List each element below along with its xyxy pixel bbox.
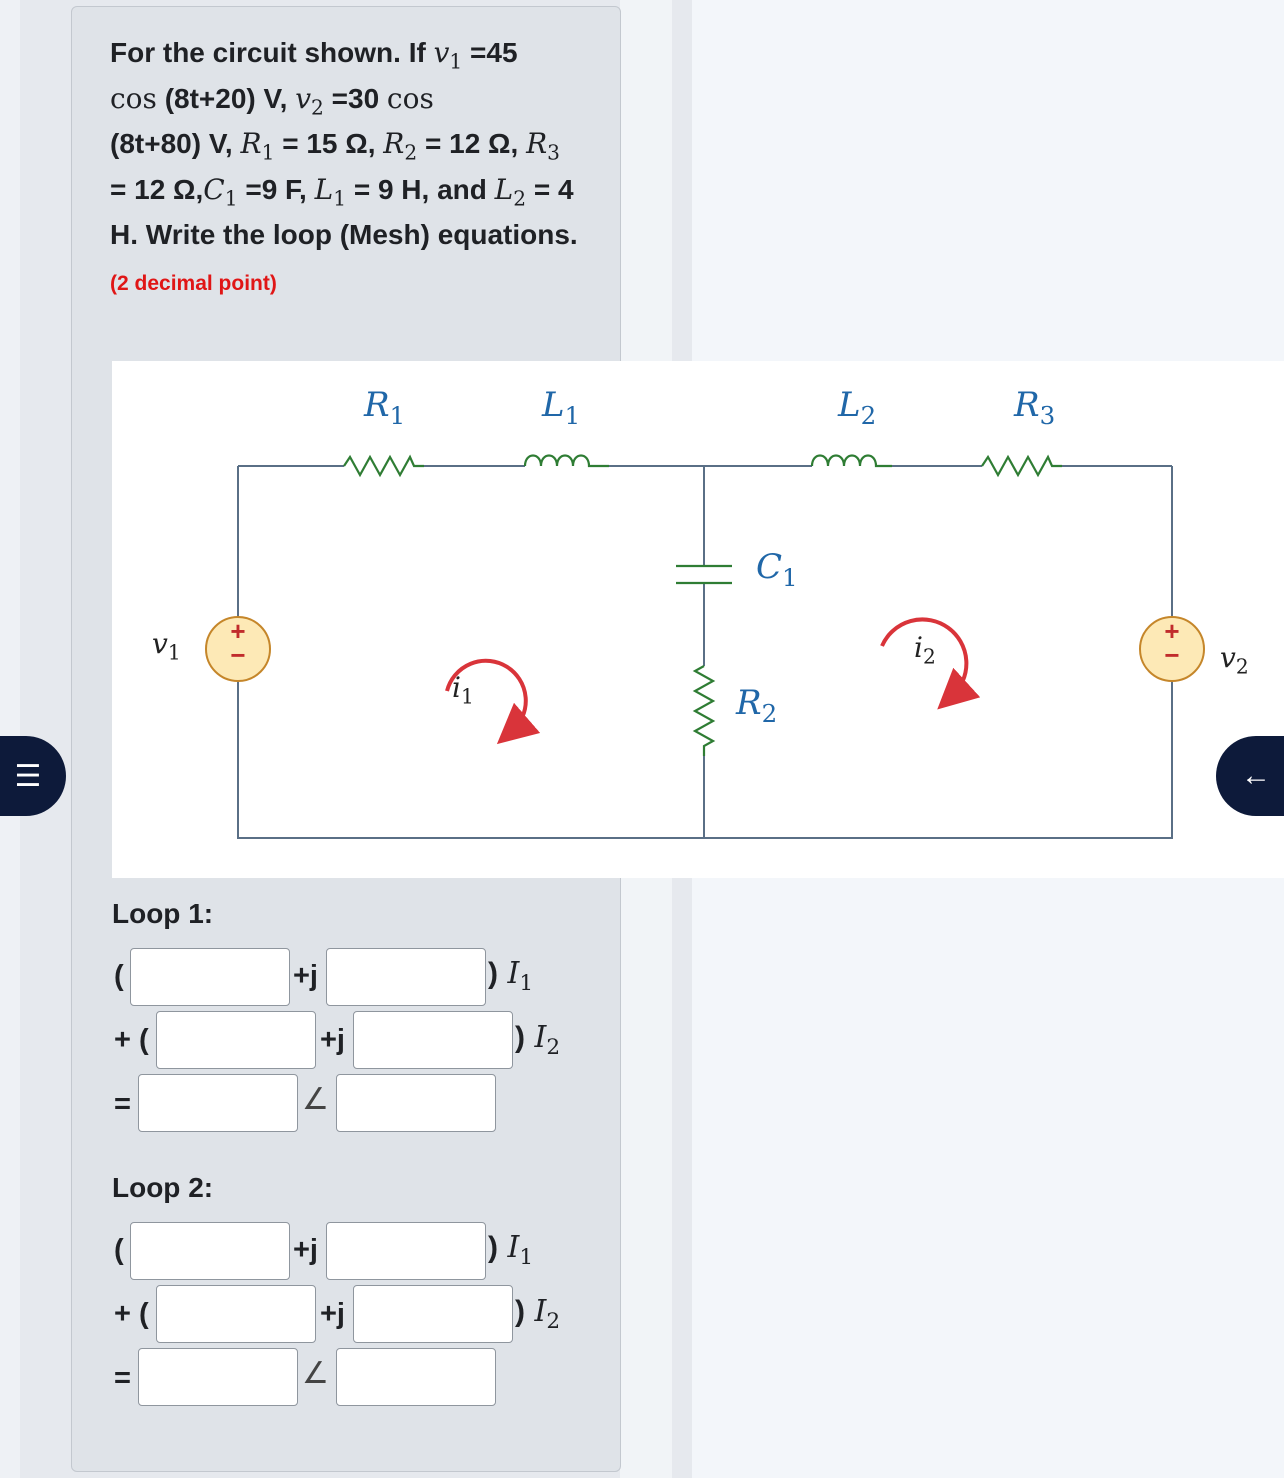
loop1-angle-input[interactable] [336, 1074, 496, 1132]
label-v1: $v_1$ [152, 627, 181, 665]
loop2-title: Loop 2: [112, 1172, 214, 1203]
loop1-i2-real-input[interactable] [156, 1011, 316, 1069]
answer-area [110, 878, 580, 1410]
resistor-r2 [695, 666, 713, 756]
inductor-l1 [525, 456, 609, 467]
precision-note: (2 decimal point) [110, 271, 277, 295]
inductor-l2 [812, 456, 892, 467]
back-arrow-icon: ← [1241, 759, 1271, 792]
loop2-i1-var: ) $I_1$ [488, 1230, 534, 1270]
loop1-plus-j-2: +j [320, 1024, 345, 1056]
label-c1: $C_1$ [756, 547, 798, 592]
loop1-i2-var: ) $I_2$ [515, 1020, 561, 1060]
label-l2: $L_2$ [838, 385, 877, 430]
loop2-i2-imag-input[interactable] [353, 1285, 513, 1343]
loop2-i2-var: ) $I_2$ [515, 1294, 561, 1334]
loop1-plus-open: + ( [114, 1024, 149, 1056]
loop2-angle-symbol: ∠ [302, 1356, 329, 1391]
label-r3: $R_3$ [1014, 385, 1056, 430]
label-r2: $R_2$ [736, 683, 778, 728]
label-i1: $i_1$ [452, 671, 474, 709]
resistor-r1 [344, 457, 424, 475]
loop2-i1-real-input[interactable] [130, 1222, 290, 1280]
loop1-angle-symbol: ∠ [302, 1082, 329, 1117]
resistor-r3 [982, 457, 1062, 475]
loop2-plus-j-1: +j [293, 1234, 318, 1266]
capacitor-c1 [676, 566, 732, 583]
label-r1: $R_1$ [364, 385, 406, 430]
loop2-equals: = [114, 1362, 131, 1394]
question-text: For the circuit shown. If $v_1 =45$ cos (8t+20) V, $v_2 =30$ cos (8t+80) V, $R_1 = 15$ Ω, $R_2 = 12$ Ω, $R_3 = 12$ $\Omega,C_1 =9$ F, $L_1 = 9$ H, and $L_2 = 4$ H. Write the loop (Mesh) equations. (2 decimal point) [110, 36, 578, 295]
loop1-i2-imag-input[interactable] [353, 1011, 513, 1069]
loop2-angle-input[interactable] [336, 1348, 496, 1406]
loop2-plus-open: + ( [114, 1298, 149, 1330]
loop1-i1-imag-input[interactable] [326, 948, 486, 1006]
loop1-i1-real-input[interactable] [130, 948, 290, 1006]
loop2-i1-imag-input[interactable] [326, 1222, 486, 1280]
loop1-magnitude-input[interactable] [138, 1074, 298, 1132]
v2-polarity: + − [1164, 616, 1180, 670]
loop2-magnitude-input[interactable] [138, 1348, 298, 1406]
loop1-title: Loop 1: [112, 898, 214, 929]
label-i2: $i_2$ [914, 631, 936, 669]
loop2-plus-j-2: +j [320, 1298, 345, 1330]
label-v2: $v_2$ [1220, 641, 1249, 679]
loop1-plus-j-1: +j [293, 960, 318, 992]
circuit-diagram [112, 361, 1284, 878]
loop1-equals: = [114, 1088, 131, 1120]
loop2-open-paren: ( [114, 1234, 124, 1266]
loop1-open-paren: ( [114, 960, 124, 992]
menu-icon: ☰ [14, 759, 42, 793]
loop1-i1-var: ) $I_1$ [488, 956, 534, 996]
menu-button[interactable] [0, 736, 66, 816]
v1-polarity: + − [230, 616, 246, 670]
loop2-i2-real-input[interactable] [156, 1285, 316, 1343]
label-l1: $L_1$ [542, 385, 581, 430]
wires [238, 466, 1172, 838]
